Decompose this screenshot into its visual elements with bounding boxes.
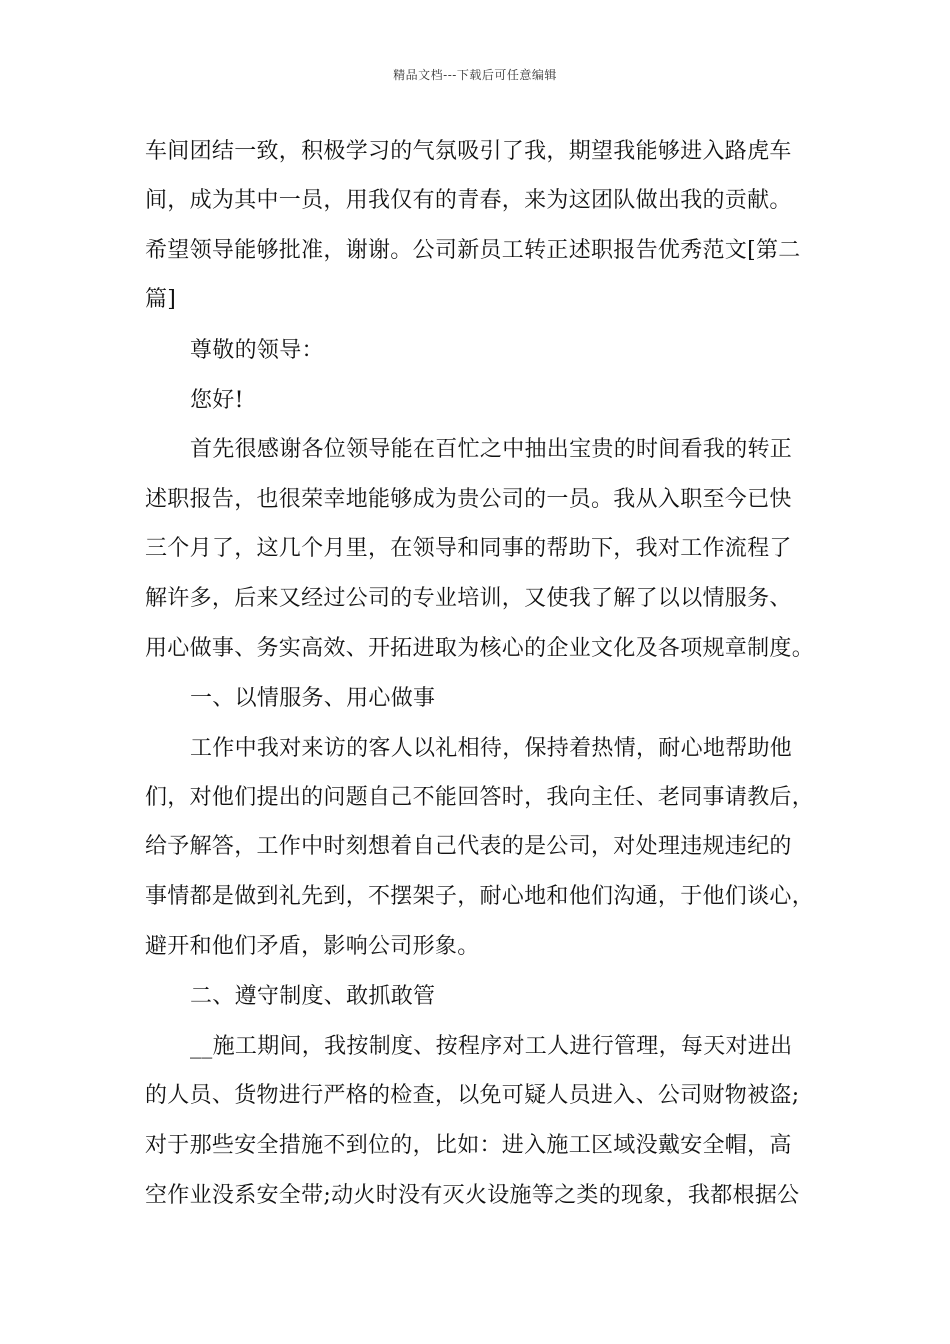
body-text-line: 解许多，后来又经过公司的专业培训，又使我了解了以以情服务、 [145, 586, 792, 611]
section-heading: 一、以情服务、用心做事 [190, 686, 436, 711]
body-text-line: 给予解答，工作中时刻想着自己代表的是公司，对处理违规违纪的 [145, 834, 792, 859]
greeting: 您好! [190, 388, 244, 413]
body-text-line: 们，对他们提出的问题自己不能回答时，我向主任、老同事请教后， [145, 785, 815, 810]
body-text-line: 首先很感谢各位领导能在百忙之中抽出宝贵的时间看我的转正 [190, 437, 793, 462]
body-text-line: 对于那些安全措施不到位的，比如：进入施工区域没戴安全帽，高 [145, 1133, 792, 1158]
body-text-line: __施工期间，我按制度、按程序对工人进行管理，每天对进出 [190, 1034, 793, 1059]
section-heading: 二、遵守制度、敢抓敢管 [190, 984, 436, 1009]
body-text-line: 避开和他们矛盾，影响公司形象。 [145, 934, 480, 959]
body-text-line: 篇] [145, 287, 177, 312]
page-header: 精品文档---下载后可任意编辑 [393, 68, 557, 82]
body-text-line: 空作业没系安全带;动火时没有灭火设施等之类的现象，我都根据公 [145, 1183, 800, 1208]
body-text-line: 三个月了，这几个月里，在领导和同事的帮助下，我对工作流程了 [145, 536, 792, 561]
salutation: 尊敬的领导： [190, 338, 324, 363]
body-text-line: 的人员、货物进行严格的检查，以免可疑人员进入、公司财物被盗; [145, 1083, 800, 1108]
body-text-line: 述职报告，也很荣幸地能够成为贵公司的一员。我从入职至今已快 [145, 487, 792, 512]
body-text-line: 车间团结一致，积极学习的气氛吸引了我，期望我能够进入路虎车 [145, 139, 792, 164]
body-text-line: 间，成为其中一员，用我仅有的青春，来为这团队做出我的贡献。 [145, 188, 792, 213]
body-text-line: 希望领导能够批准，谢谢。公司新员工转正述职报告优秀范文[第二 [145, 238, 801, 263]
body-text-line: 用心做事、务实高效、开拓进取为核心的企业文化及各项规章制度。 [145, 636, 815, 661]
body-text-line: 事情都是做到礼先到，不摆架子，耐心地和他们沟通，于他们谈心， [145, 884, 815, 909]
body-text-line: 工作中我对来访的客人以礼相待，保持着热情，耐心地帮助他 [190, 736, 793, 761]
